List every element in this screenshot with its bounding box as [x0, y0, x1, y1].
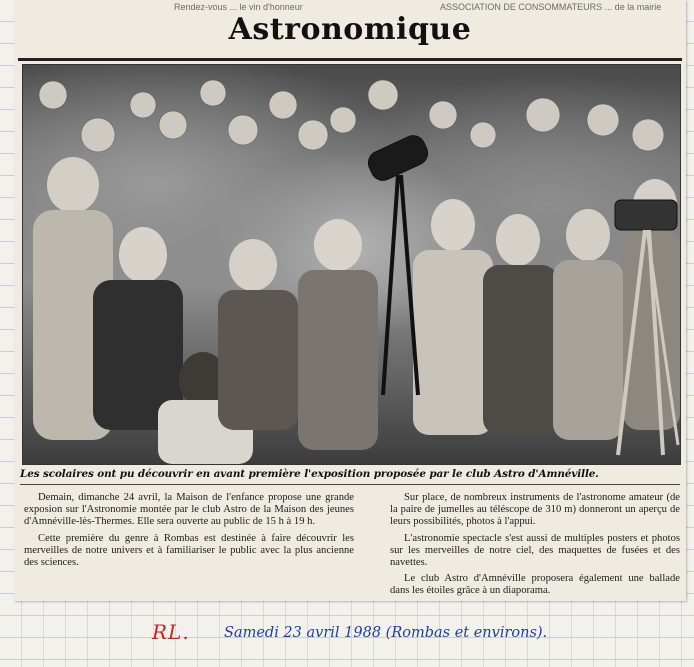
masthead-bleed-right: ASSOCIATION DE CONSOMMATEURS ... de la mairie [440, 2, 662, 12]
group-photo-illustration [23, 65, 680, 464]
masthead-bleed-left: Rendez-vous ... le vin d'honneur [174, 2, 303, 12]
caption-rule [20, 484, 680, 485]
article-paragraph: Demain, dimanche 24 avril, la Maison de l'enfance propose une grande exposion sur l'Astronomie montée par le club Astro de la Maison des jeunes d'Amnéville-lès-Thermes. Elle sera ouverte au public de 15 h à 19 h. [24, 492, 354, 528]
article-paragraph: Sur place, de nombreux instruments de l'astronome amateur (de la paire de jumelles au téléscope de 310 m) donneront un aperçu de leurs possibilités, photos à l'appui. [390, 492, 680, 528]
newspaper-clipping [14, 0, 686, 601]
article-column-right [390, 492, 680, 602]
article-paragraph: Le club Astro d'Amnéville proposera également une ballade dans les étoiles grâce à un diaporama. [390, 573, 680, 597]
article-column-left [24, 492, 354, 573]
photo-caption: Les scolaires ont pu découvrir en avant première l'exposition proposée par le club Astro d'Amnéville. [20, 468, 599, 480]
article-paragraph: Cette première du genre à Rombas est destinée à faire découvrir les merveilles de notre univers et à familiariser le public avec la plus ancienne des sciences. [24, 532, 354, 569]
article-headline: Astronomique [228, 12, 472, 47]
article-paragraph: L'astronomie spectacle s'est aussi de multiples posters et photos sur les merveilles de notre ciel, des maquettes de fusées et des navettes. [390, 532, 680, 569]
headline-rule [18, 58, 682, 61]
group-photo [22, 64, 681, 465]
handwritten-source: RL. [152, 620, 190, 644]
handwritten-date: Samedi 23 avril 1988 (Rombas et environs). [224, 625, 548, 641]
